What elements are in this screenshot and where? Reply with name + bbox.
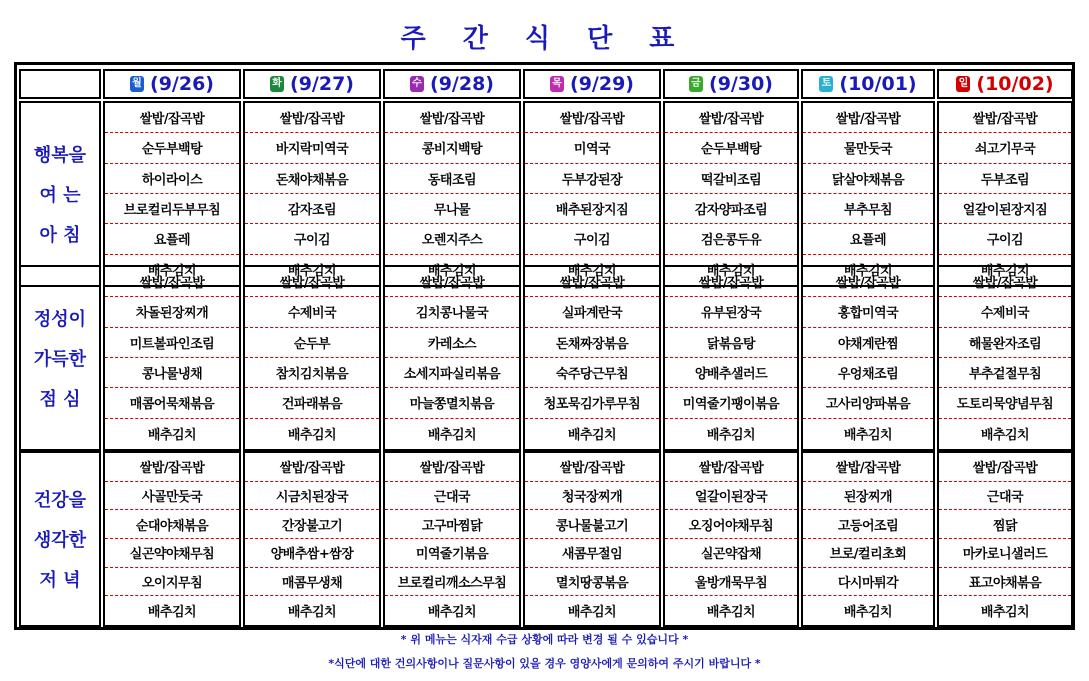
meal-label bbox=[19, 451, 101, 627]
day-menu-cell bbox=[801, 451, 935, 627]
menu-item: 배추김치 bbox=[567, 264, 617, 280]
menu-item: 참치김치볶음 bbox=[245, 358, 379, 388]
menu-item: 미역줄기팽이볶음 bbox=[665, 388, 797, 418]
menu-item: 배추김치 bbox=[427, 605, 477, 621]
day-menu-cell bbox=[663, 265, 799, 451]
meal-label-line: 건강을 bbox=[33, 490, 87, 511]
menu-item: 감자조림 bbox=[245, 194, 379, 224]
menu-item: 도토리묵양념무침 bbox=[939, 388, 1071, 418]
menu-item: 건파래볶음 bbox=[245, 388, 379, 418]
menu-item: 쇠고기무국 bbox=[939, 133, 1071, 163]
menu-item: 숙주당근무침 bbox=[525, 358, 659, 388]
menu-item: 야채계란찜 bbox=[803, 328, 933, 358]
menu-item: 마늘쫑멸치볶음 bbox=[385, 388, 519, 418]
menu-item: 배추김치 bbox=[287, 605, 337, 621]
menu-item: 된장찌개 bbox=[803, 482, 933, 511]
menu-item: 순두부백탕 bbox=[105, 133, 239, 163]
weekday-icon: 금 bbox=[689, 76, 703, 92]
menu-item: 쌀밥/잡곡밥 bbox=[803, 453, 933, 482]
menu-item: 쌀밥/잡곡밥 bbox=[939, 103, 1071, 133]
menu-item: 쌀밥/잡곡밥 bbox=[385, 103, 519, 133]
menu-item: 쌀밥/잡곡밥 bbox=[525, 453, 659, 482]
meal-label-line: 행복을 bbox=[33, 145, 87, 166]
menu-item: 실파계란국 bbox=[525, 297, 659, 327]
meal-label-line: 아 침 bbox=[39, 225, 81, 246]
day-menu-cell bbox=[663, 101, 799, 287]
menu-item: 멸치땅콩볶음 bbox=[525, 568, 659, 597]
day-menu-cell bbox=[103, 101, 241, 287]
day-menu-cell bbox=[383, 265, 521, 451]
day-date: (9/26) bbox=[150, 73, 214, 95]
header-corner bbox=[19, 69, 101, 99]
menu-item: 순두부백탕 bbox=[665, 133, 797, 163]
meal-label bbox=[19, 101, 101, 287]
weekday-icon: 수 bbox=[410, 76, 424, 92]
menu-item: 실곤약야채무침 bbox=[105, 539, 239, 568]
menu-item: 고사리양파볶음 bbox=[803, 388, 933, 418]
menu-item: 쌀밥/잡곡밥 bbox=[105, 103, 239, 133]
day-menu-cell bbox=[523, 265, 661, 451]
menu-item: 부추겉절무침 bbox=[939, 358, 1071, 388]
menu-item: 배추김치 bbox=[980, 264, 1030, 280]
menu-item: 구이김 bbox=[939, 224, 1071, 254]
menu-item: 브로컬리두부무침 bbox=[105, 194, 239, 224]
menu-item: 떡갈비조림 bbox=[665, 164, 797, 194]
day-menu-cell bbox=[801, 265, 935, 451]
meal-label-line: 가득한 bbox=[33, 349, 87, 370]
day-date: (9/29) bbox=[570, 73, 634, 95]
menu-item: 해물완자조림 bbox=[939, 328, 1071, 358]
day-header bbox=[801, 69, 935, 99]
menu-item: 쌀밥/잡곡밥 bbox=[105, 453, 239, 482]
day-date: (10/01) bbox=[839, 73, 917, 95]
menu-item: 검은콩두유 bbox=[665, 224, 797, 254]
menu-item: 배추김치 bbox=[147, 605, 197, 621]
day-menu-cell bbox=[383, 451, 521, 627]
day-menu-cell bbox=[523, 451, 661, 627]
menu-item: 돈채짜장볶음 bbox=[525, 328, 659, 358]
day-menu-cell bbox=[663, 451, 799, 627]
menu-item: 새콤무절임 bbox=[525, 539, 659, 568]
day-menu-cell bbox=[801, 101, 935, 287]
menu-item: 마카로니샐러드 bbox=[939, 539, 1071, 568]
weekday-icon: 목 bbox=[550, 76, 564, 92]
menu-item: 쌀밥/잡곡밥 bbox=[105, 267, 239, 297]
menu-item: 쌀밥/잡곡밥 bbox=[385, 453, 519, 482]
menu-item: 순두부 bbox=[245, 328, 379, 358]
day-header bbox=[937, 69, 1073, 99]
day-header bbox=[383, 69, 521, 99]
day-date: (9/30) bbox=[709, 73, 773, 95]
day-menu-cell bbox=[103, 451, 241, 627]
menu-item: 쌀밥/잡곡밥 bbox=[665, 267, 797, 297]
menu-item: 물만둣국 bbox=[803, 133, 933, 163]
menu-item: 쌀밥/잡곡밥 bbox=[245, 267, 379, 297]
weekday-icon: 월 bbox=[130, 76, 144, 92]
day-menu-cell bbox=[937, 451, 1073, 627]
menu-item: 쌀밥/잡곡밥 bbox=[245, 453, 379, 482]
meal-label-line: 저 녁 bbox=[39, 570, 81, 591]
menu-item: 콩나물불고기 bbox=[525, 510, 659, 539]
menu-item: 콩비지백탕 bbox=[385, 133, 519, 163]
day-menu-cell bbox=[523, 101, 661, 287]
menu-item: 다시마튀각 bbox=[803, 568, 933, 597]
menu-item: 감자양파조림 bbox=[665, 194, 797, 224]
menu-item: 매콤무생채 bbox=[245, 568, 379, 597]
menu-item: 울방개묵무침 bbox=[665, 568, 797, 597]
menu-item: 하이라이스 bbox=[105, 164, 239, 194]
menu-item: 콩나물냉채 bbox=[105, 358, 239, 388]
menu-item: 요플레 bbox=[803, 224, 933, 254]
menu-item: 쌀밥/잡곡밥 bbox=[665, 103, 797, 133]
menu-item: 배추김치 bbox=[706, 428, 756, 444]
menu-item: 요플레 bbox=[105, 224, 239, 254]
menu-item: 배추김치 bbox=[147, 264, 197, 280]
menu-item: 배추김치 bbox=[980, 428, 1030, 444]
menu-item: 찜닭 bbox=[939, 510, 1071, 539]
day-menu-cell bbox=[243, 101, 381, 287]
meal-label bbox=[19, 265, 101, 451]
menu-item: 배추김치 bbox=[843, 264, 893, 280]
menu-item: 돈채야채볶음 bbox=[245, 164, 379, 194]
weekday-icon: 화 bbox=[270, 76, 284, 92]
menu-item: 배추김치 bbox=[287, 264, 337, 280]
day-menu-cell bbox=[243, 451, 381, 627]
menu-item: 오렌지주스 bbox=[385, 224, 519, 254]
day-menu-cell bbox=[243, 265, 381, 451]
menu-item: 홍합미역국 bbox=[803, 297, 933, 327]
menu-item: 미트볼파인조림 bbox=[105, 328, 239, 358]
menu-item: 청국장찌개 bbox=[525, 482, 659, 511]
menu-item: 쌀밥/잡곡밥 bbox=[803, 267, 933, 297]
menu-item: 오이지무침 bbox=[105, 568, 239, 597]
day-header bbox=[243, 69, 381, 99]
page-title: 주 간 식 단 표 bbox=[400, 24, 689, 54]
menu-item: 소세지파실리볶음 bbox=[385, 358, 519, 388]
menu-item: 얼갈이된장지짐 bbox=[939, 194, 1071, 224]
menu-item: 시금치된장국 bbox=[245, 482, 379, 511]
menu-item: 사골만둣국 bbox=[105, 482, 239, 511]
menu-table bbox=[14, 62, 1075, 630]
menu-item: 배추김치 bbox=[980, 605, 1030, 621]
menu-item: 유부된장국 bbox=[665, 297, 797, 327]
menu-item: 수제비국 bbox=[939, 297, 1071, 327]
menu-item: 배추김치 bbox=[567, 428, 617, 444]
meal-label-line: 생각한 bbox=[33, 530, 87, 551]
menu-item: 쌀밥/잡곡밥 bbox=[245, 103, 379, 133]
meal-label-line: 여 는 bbox=[39, 185, 81, 206]
menu-item: 배추김치 bbox=[427, 264, 477, 280]
menu-item: 무나물 bbox=[385, 194, 519, 224]
menu-item: 양배추쌈+쌈장 bbox=[245, 539, 379, 568]
day-menu-cell bbox=[937, 101, 1073, 287]
day-date: (9/27) bbox=[290, 73, 354, 95]
menu-item: 오징어야채무침 bbox=[665, 510, 797, 539]
menu-item: 고구마찜닭 bbox=[385, 510, 519, 539]
menu-item: 얼갈이된장국 bbox=[665, 482, 797, 511]
menu-item: 배추김치 bbox=[843, 605, 893, 621]
day-header bbox=[663, 69, 799, 99]
menu-item: 브로/컬리초회 bbox=[803, 539, 933, 568]
menu-item: 실곤약잡채 bbox=[665, 539, 797, 568]
menu-item: 청포묵김가루무침 bbox=[525, 388, 659, 418]
menu-item: 쌀밥/잡곡밥 bbox=[939, 267, 1071, 297]
menu-item: 구이김 bbox=[245, 224, 379, 254]
menu-item: 배추김치 bbox=[427, 428, 477, 444]
day-menu-cell bbox=[937, 265, 1073, 451]
menu-item: 매콤어묵채볶음 bbox=[105, 388, 239, 418]
menu-item: 우엉채조림 bbox=[803, 358, 933, 388]
menu-item: 쌀밥/잡곡밥 bbox=[803, 103, 933, 133]
weekday-icon: 토 bbox=[819, 76, 833, 92]
meal-label-line: 정성이 bbox=[33, 309, 87, 330]
menu-item: 미역국 bbox=[525, 133, 659, 163]
menu-item: 수제비국 bbox=[245, 297, 379, 327]
menu-item: 쌀밥/잡곡밥 bbox=[525, 267, 659, 297]
menu-item: 근대국 bbox=[939, 482, 1071, 511]
menu-item: 배추김치 bbox=[706, 605, 756, 621]
day-menu-cell bbox=[103, 265, 241, 451]
notice-line-1: * 위 메뉴는 식자재 수급 상황에 따라 변경 될 수 있습니다 * bbox=[400, 633, 689, 646]
menu-item: 표고야채볶음 bbox=[939, 568, 1071, 597]
menu-item: 배추김치 bbox=[147, 428, 197, 444]
notice-line-2: *식단에 대한 건의사항이나 질문사항이 있을 경우 영양사에게 문의하여 주시기 바랍니다 * bbox=[328, 657, 761, 670]
day-menu-cell bbox=[383, 101, 521, 287]
day-date: (9/28) bbox=[430, 73, 494, 95]
meal-label-line: 점 심 bbox=[39, 389, 81, 410]
menu-item: 순대야채볶음 bbox=[105, 510, 239, 539]
day-header bbox=[103, 69, 241, 99]
menu-item: 브로컬리깨소스무침 bbox=[385, 568, 519, 597]
menu-item: 쌀밥/잡곡밥 bbox=[939, 453, 1071, 482]
menu-item: 고등어조림 bbox=[803, 510, 933, 539]
day-header bbox=[523, 69, 661, 99]
menu-item: 닭볶음탕 bbox=[665, 328, 797, 358]
menu-item: 배추김치 bbox=[567, 605, 617, 621]
menu-item: 부추무침 bbox=[803, 194, 933, 224]
menu-item: 두부조림 bbox=[939, 164, 1071, 194]
menu-item: 양배추샐러드 bbox=[665, 358, 797, 388]
menu-item: 배추김치 bbox=[843, 428, 893, 444]
menu-item: 배추김치 bbox=[706, 264, 756, 280]
menu-item: 차돌된장찌개 bbox=[105, 297, 239, 327]
menu-item: 두부강된장 bbox=[525, 164, 659, 194]
menu-item: 카레소스 bbox=[385, 328, 519, 358]
menu-item: 근대국 bbox=[385, 482, 519, 511]
menu-item: 미역줄기볶음 bbox=[385, 539, 519, 568]
menu-item: 김치콩나물국 bbox=[385, 297, 519, 327]
weekday-icon: 일 bbox=[956, 76, 970, 92]
menu-item: 구이김 bbox=[525, 224, 659, 254]
menu-item: 닭살야채볶음 bbox=[803, 164, 933, 194]
menu-item: 쌀밥/잡곡밥 bbox=[525, 103, 659, 133]
menu-item: 쌀밥/잡곡밥 bbox=[385, 267, 519, 297]
menu-item: 배추된장지짐 bbox=[525, 194, 659, 224]
menu-item: 배추김치 bbox=[287, 428, 337, 444]
menu-item: 쌀밥/잡곡밥 bbox=[665, 453, 797, 482]
menu-item: 간장불고기 bbox=[245, 510, 379, 539]
menu-item: 바지락미역국 bbox=[245, 133, 379, 163]
menu-item: 동태조림 bbox=[385, 164, 519, 194]
day-date: (10/02) bbox=[976, 73, 1054, 95]
